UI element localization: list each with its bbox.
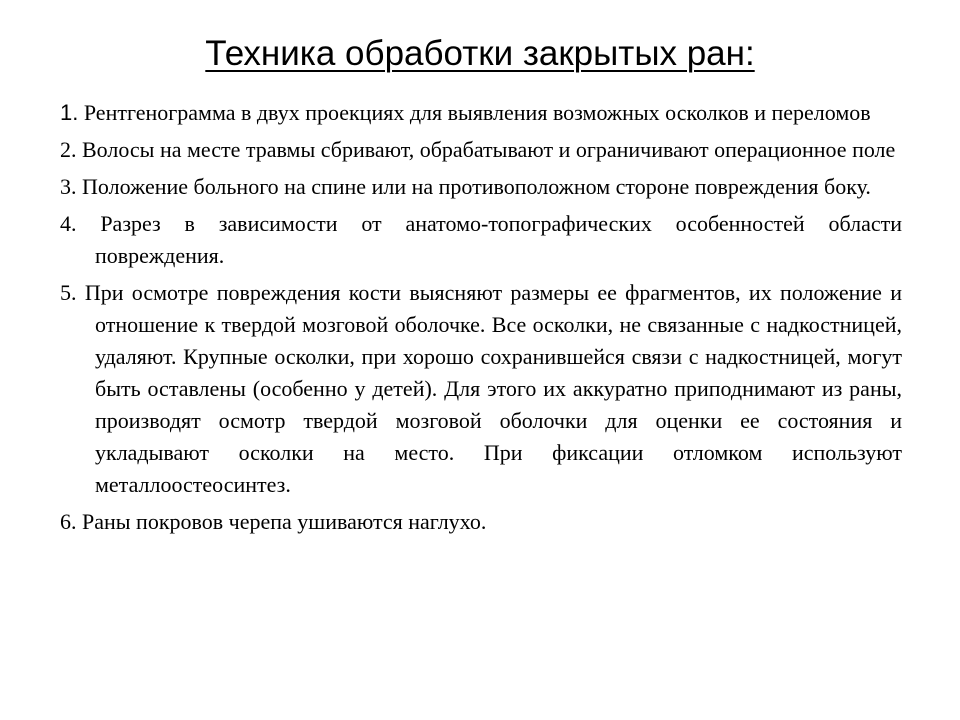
procedure-list bbox=[60, 97, 902, 543]
item-number: 2. bbox=[60, 137, 77, 162]
item-number: 6. bbox=[60, 509, 77, 534]
list-item-3 bbox=[60, 171, 902, 203]
list-item-1 bbox=[60, 97, 902, 129]
item-text: Волосы на месте травмы сбривают, обрабатывают и ограничивают операционное поле bbox=[82, 137, 896, 162]
slide-title-text: Техника обработки закрытых ран: bbox=[205, 34, 755, 73]
item-number: 5. bbox=[60, 280, 77, 305]
item-text: Рентгенограмма в двух проекциях для выявления возможных осколков и переломов bbox=[83, 100, 871, 125]
item-text: При осмотре повреждения кости выясняют размеры ее фрагментов, их положение и отношение к твердой мозговой оболочке. Все осколки, не связанные с надкостницей, удаляют. Крупные осколки, при хорошо сохранившейся связи с надкостницей, могут быть оставлены (особенно у детей). Для этого их аккуратно приподнимают из раны, производят осмотр твердой мозговой оболочки для оценки ее состояния и укладывают осколки на место. При фиксации отломком используют металлоостеосинтез. bbox=[84, 280, 903, 497]
list-item-4 bbox=[60, 208, 902, 272]
item-text: Раны покровов черепа ушиваются наглухо. bbox=[82, 509, 487, 534]
item-number: 1. bbox=[60, 100, 79, 125]
item-number: 3. bbox=[60, 174, 77, 199]
slide-title bbox=[0, 30, 960, 78]
item-text: Положение больного на спине или на противоположном стороне повреждения боку. bbox=[82, 174, 871, 199]
list-item-2 bbox=[60, 134, 902, 166]
list-item-5 bbox=[60, 277, 902, 501]
list-item-6 bbox=[60, 506, 902, 538]
item-number: 4. bbox=[60, 211, 77, 236]
item-text: Разрез в зависимости от анатомо-топографических особенностей области повреждения. bbox=[95, 211, 903, 268]
